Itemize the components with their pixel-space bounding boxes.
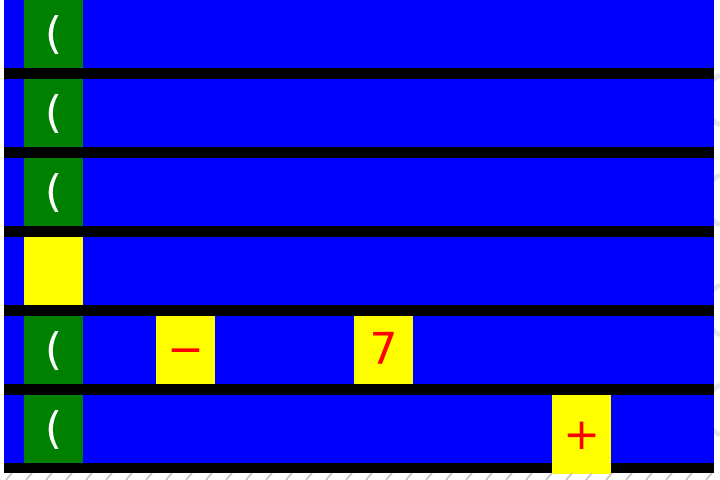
tile-symbol: ( xyxy=(44,403,63,454)
board-row xyxy=(4,316,714,384)
tile-yellow[interactable] xyxy=(354,316,413,384)
tile-yellow[interactable] xyxy=(24,237,83,305)
tile-symbol: − xyxy=(167,324,204,375)
board-row xyxy=(4,79,714,147)
floor-hatching xyxy=(0,473,720,480)
game-board xyxy=(4,0,714,473)
tile-green[interactable] xyxy=(24,395,83,463)
tile-symbol: + xyxy=(563,408,600,460)
tile-green[interactable] xyxy=(24,158,83,226)
board-row xyxy=(4,395,714,463)
tile-yellow[interactable] xyxy=(552,395,611,474)
tile-green[interactable] xyxy=(24,316,83,384)
board-row xyxy=(4,237,714,305)
board-row xyxy=(4,158,714,226)
board-row xyxy=(4,0,714,68)
tile-symbol: ( xyxy=(44,166,63,217)
tile-symbol: 7 xyxy=(369,324,398,375)
tile-green[interactable] xyxy=(24,79,83,147)
tile-green[interactable] xyxy=(24,0,83,68)
tile-yellow[interactable] xyxy=(156,316,215,384)
tile-symbol: ( xyxy=(44,324,63,375)
tile-symbol: ( xyxy=(44,87,63,138)
tile-symbol: ( xyxy=(44,8,63,59)
